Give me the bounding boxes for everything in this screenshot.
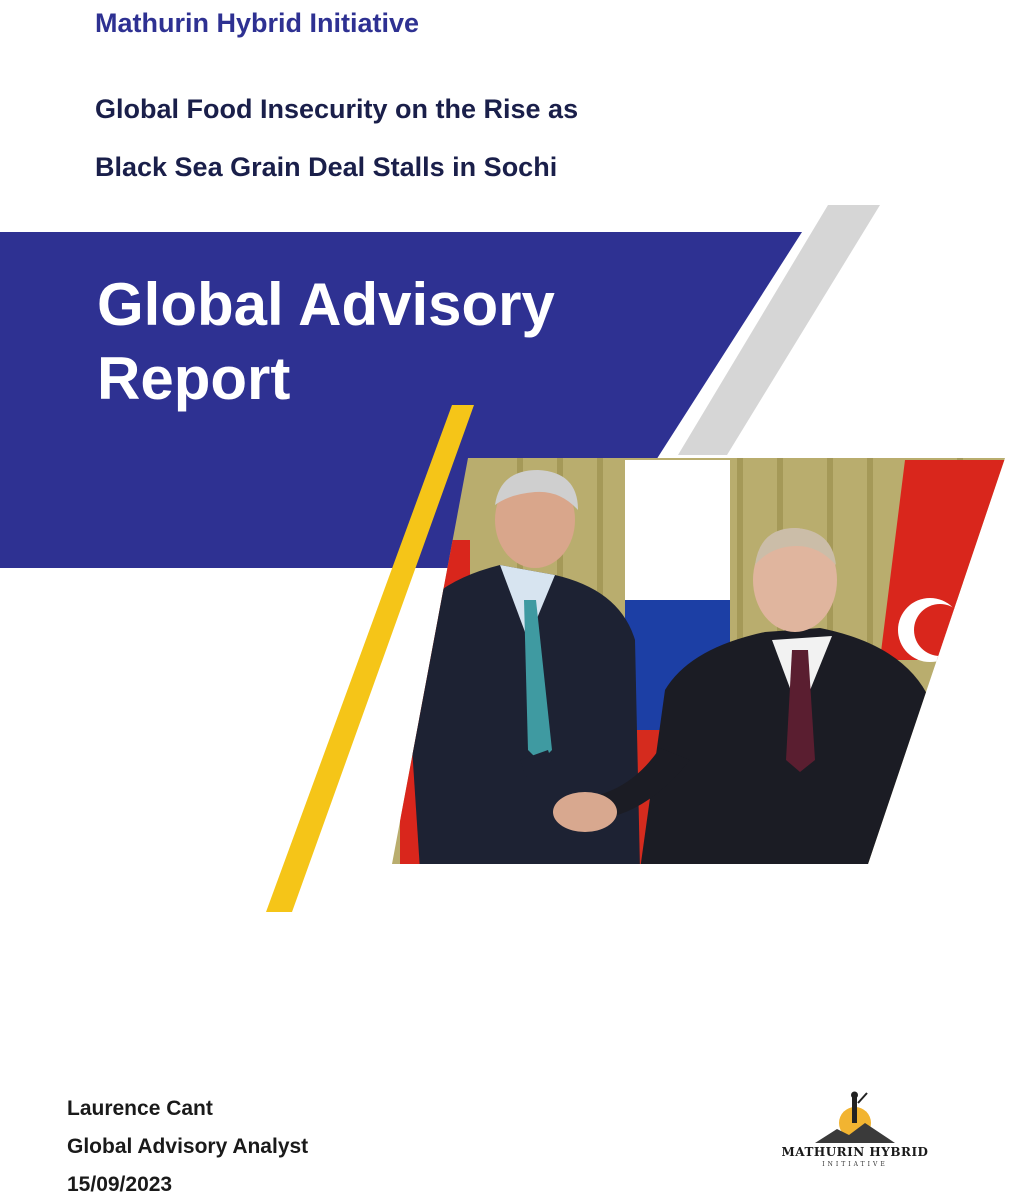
- headline-line-1: Global Food Insecurity on the Rise as: [95, 94, 579, 124]
- logo-name: MATHURIN HYBRID: [781, 1145, 929, 1159]
- report-title-line-1: Global Advisory: [97, 271, 555, 338]
- logo-subtitle: INITIATIVE: [822, 1161, 888, 1168]
- gold-stripe: [266, 405, 474, 912]
- author-role: Global Advisory Analyst: [67, 1135, 309, 1158]
- author-name: Laurence Cant: [67, 1097, 213, 1120]
- headline-line-2: Black Sea Grain Deal Stalls in Sochi: [95, 152, 558, 182]
- author-block: [67, 1090, 308, 1204]
- organization-title: Mathurin Hybrid Initiative: [95, 8, 420, 38]
- mathurin-logo: [775, 1085, 935, 1170]
- report-title-line-2: Report: [97, 345, 291, 412]
- mountain-figure-logo-icon: [775, 1085, 935, 1147]
- report-date: 15/09/2023: [67, 1173, 173, 1196]
